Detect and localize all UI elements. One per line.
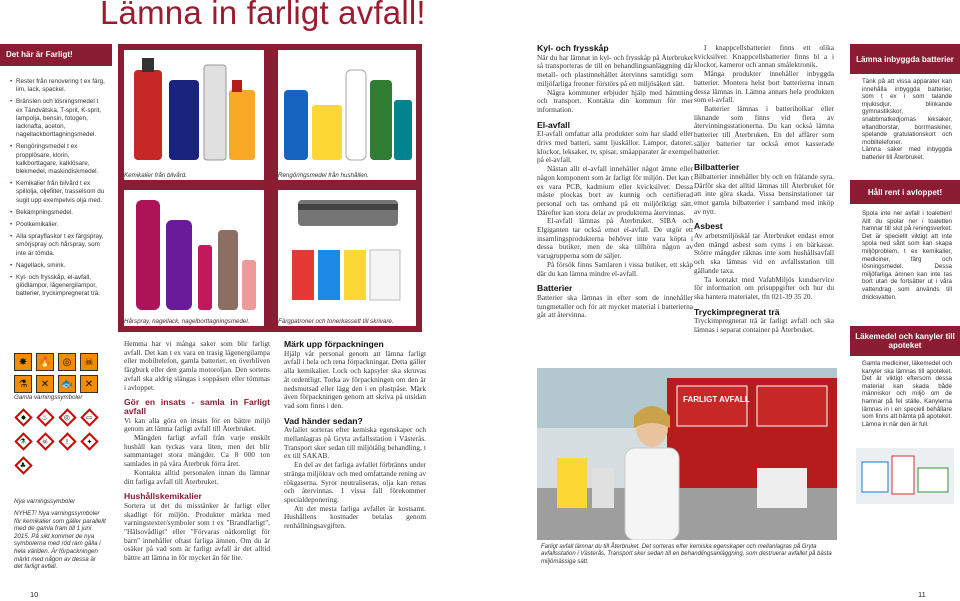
- paragraph: Bilbatterier innehåller bly och en frätande syra. Därför ska det alltid lämnas till Återbruket för att inte göra skada. Vissa bensinstationer tar emot gamla bilbatterier i samband med inköp av nytt.: [694, 171, 834, 216]
- oxidizer-icon: ◎: [58, 353, 76, 371]
- sign-text: FARLIGT AVFALL: [683, 395, 750, 404]
- section-heading: Tryckimpregnerat trä: [694, 306, 780, 317]
- photo-car-chemicals: [124, 50, 264, 180]
- paragraph: Många produkter innehåller inbyggda batterier. Montera helst bort batterierna innan dessa lämnas in. Lämna annars hela produkten som el-avfall.: [694, 69, 834, 105]
- right-text-medicine: Gamla mediciner, läkemedel och kanyler ska lämnas till apoteket. Det är viktigt eftersom dessa material kan skada både människor och miljö om de hamnar på fel ställe. Kanylerna lämnas in i en speciell behållare som finns att hämta på apoteket. Lämna in när den är full.: [862, 360, 952, 428]
- section-heading: Asbest: [694, 221, 723, 232]
- new-symbols-caption: Nya varningssymboler: [14, 498, 76, 505]
- photo-cleaning-products: [278, 50, 416, 180]
- photo-caption: Färgpatroner och tonerkassett till skrivare.: [278, 318, 394, 325]
- old-symbols-caption: Gamla varningssymboler: [14, 394, 83, 401]
- paragraph: Lämna saker med inbyggda batterier till Återbruket.: [862, 146, 952, 161]
- section-heading: Märk upp förpackningen: [284, 339, 384, 349]
- ghs-environment-icon: ♣: [14, 456, 32, 474]
- paragraph: El-avfall omfattar alla produkter som har sladd eller drivs med batteri, samt ljuskällor. Lampor, datorer, klockor, leksaker, tv, spisar, småapparater är exempel på el-avfall.: [537, 129, 693, 165]
- paragraph: Hjälp vår personal genom att lämna farligt avfall i hela och rena förpackningar. Detta gäller alla kemikalier. Lock och kapsyler ska skruvas åt ordentligt. Torka av förpackningen om den är nedsmutsad eller lägg den i en plastpåse. Märk även förpackningen genom att skriva på utsidan vad som finns i den.: [284, 348, 426, 410]
- paragraph: Tänk på att vissa apparater kan innehålla inbyggda batterier, som t ex i som talande mjukisdjur, blinkande gymnastikskor, snabbmatkedjornas leksaker, eltandborstar, borrmaskiner, spelande gratulationskort och mobiltelefoner.: [862, 78, 952, 146]
- section-heading: El-avfall: [537, 119, 570, 130]
- paragraph: Mängden farligt avfall från varje enskilt hushåll kan tyckas vara liten, men det blir sammantaget stora mängder. Ca 8 000 ton samlades in på våra Återbruk förra året.: [124, 433, 270, 469]
- right-heading-batteries: Lämna inbyggda batterier: [850, 44, 960, 74]
- list-item: • Rengöringsmedel t ex propplösare, klorin, kalkborttagare, kalklösare, blekmedel, maskindiskmedel.: [10, 143, 106, 176]
- section-heading: Vad händer sedan?: [284, 415, 363, 426]
- ghs-flame-icon: ♨: [36, 408, 54, 426]
- ghs-gas-icon: ▭: [80, 408, 98, 426]
- new-symbols-grid: [14, 408, 98, 474]
- photo-caption: Hårspray, nagellack, nagelborttagningsmedel.: [124, 318, 250, 325]
- flame-icon: 🔥: [36, 353, 54, 371]
- harmful-icon: ✕: [36, 375, 54, 393]
- photo-toner: [278, 190, 416, 326]
- paragraph: Avfallet sorteras efter kemiska egenskaper och mellanlagras på Gryta avfallsstation i Västerås. Transport sker sedan till miljötålig behandling, t ex till SAKAB.: [284, 425, 426, 461]
- irritant-icon: ✕: [80, 375, 98, 393]
- paragraph: Batterier ska lämnas in efter som de innehåller tungmetaller och för att mycket material i batterierna går att återvinna.: [537, 292, 693, 320]
- paragraph: Nästan allt el-avfall innehåller något ämne eller någon komponent som är farligt för miljön. Det kan t ex vara PCB, kadmium eller kvicksilver. Dessa måste plockas bort av kunnig och certifierad personal och tas omhand på ett miljöriktigt sätt. Därefter kan stora delar av produkterna återvinnas.: [537, 164, 693, 217]
- explosive-icon: ✸: [14, 353, 32, 371]
- paragraph: Att det mesta farliga avfallet är kostsamt. Hushållens kostnader betalas genom renhållningsavgiften.: [284, 503, 426, 531]
- page-number-right: 11: [918, 590, 926, 599]
- list-item: • Kyl- och frysskåp, el-avfall, glödlampor, lågenergilampor, batterier, tryckimpregnerat trä.: [10, 274, 106, 299]
- list-item: • Poolkemikalier.: [10, 221, 106, 229]
- skull-icon: ☠: [80, 353, 98, 371]
- ghs-oxidizer-icon: ◎: [58, 408, 76, 426]
- paragraph: På försök finns Samlaren i vissa butiker, ett skåp där du kan lämna mindre el-avfall.: [537, 259, 693, 278]
- photo-grid: [118, 44, 422, 332]
- section-heading: Kyl- och frysskåp: [537, 43, 609, 53]
- section-heading: Bilbatterier: [694, 162, 740, 173]
- list-item: • Bekämpningsmedel.: [10, 209, 106, 217]
- right-heading-drain: Håll rent i avloppet!: [850, 180, 960, 204]
- paragraph: Av arbetsmiljöskäl tar Återbruket endast emot den mängd asbest som ryms i en bärkasse. Större mängder räknas inte som hushållsavfall och ska lämnas vid en avfallsstation till gällande taxa.: [694, 231, 834, 275]
- paragraph: El-avfall lämnas på Återbruket. SIBA och Elgiganten tar också emot el-avfall. De utgör ett insamlingsprodukterna behöver inte vara köpta i dessa butiker, men de ska tillhöra någon av varugrupperna som de säljer.: [537, 216, 693, 261]
- left-sidebar-heading: Det här är Farligt!: [0, 44, 112, 66]
- right-text-drain: Spola inte ner avfall i toaletten! Allt du spolar ner i toaletten hamnar till slut på reningsverket. Det är speciellt viktigt att inte spola ned sånt som kan skapa miljöproblem, t ex kemikalier, mediciner, färg och lösningsmedel. Dessa miljöfarliga ämnen kan inte tas bort utan de fortsätter ut i våra vattendrag som används till dricksvatten.: [862, 210, 952, 301]
- photo-hairspray: [124, 190, 264, 326]
- ghs-corrosive-icon: ⚗: [14, 432, 32, 450]
- hazard-list: [10, 78, 106, 303]
- environment-icon: 🐟: [58, 375, 76, 393]
- text-column-1: [124, 340, 270, 563]
- ghs-toxic-icon: ☠: [36, 432, 54, 450]
- section-heading: Gör en insats - samla in Farligt avfall: [124, 397, 270, 416]
- paragraph: Batterier lämnas i batteriholkar eller liknande som finns vid flera av återvinningsstationerna. Du kan också lämna batterier till Återbruken. En del affärer som säljer batterier tar också emot kasserade batterier.: [694, 103, 834, 157]
- photo-recycling-station: [537, 368, 837, 576]
- section-heading: Hushållskemikalier: [124, 491, 202, 502]
- text-column-3: [537, 44, 693, 320]
- photo-caption: Kemikalier från bilvård.: [124, 172, 187, 179]
- photo-medicine: [856, 448, 954, 504]
- text-column-4: [694, 44, 834, 335]
- list-item: • Nagellack, smink.: [10, 262, 106, 270]
- list-item: • Kemikalier från bilvård t ex spillolja, oljefilter, trasselsom du sugit upp exempelvis olja med.: [10, 180, 106, 205]
- corrosive-icon: ⚗: [14, 375, 32, 393]
- paragraph: Ta kontakt med VafabMiljös kundservice för information om prisuppgifter och hur du ska hantera materialet, tfn 021-39 35 20.: [694, 274, 834, 301]
- paragraph: Sortera ut det du misstänker är farligt eller skadligt för miljön. Produkter märkta med varningstexter/symboler som t ex "Brandfarligt", "Hälsovådligt" eller "Förvaras oåtkomligt för barn" innehåller oftast farliga ämnen. Om du är osäker på vad som är farligt avfall är det alltid bättre att lämna in för mycket än för lite.: [124, 500, 270, 563]
- section-heading: Batterier: [537, 283, 573, 294]
- paragraph: När du har lämnat in kyl- och frysskåp på Återbruket så transporteras de till en behandlingsanläggning där metall- och plastinnehållet återvinns samtidigt som miljöfarliga freoner förstörs på ett miljösäkert sätt.: [537, 52, 693, 88]
- page-number-left: 10: [30, 590, 39, 599]
- paragraph: I knappcellsbatterier finns ett olika kvicksilver. Knappcellsbatterier finns bl a i klockor, kameror och annan smålektronik.: [694, 43, 834, 70]
- paragraph: Kontakta alltid personalen innan du lämnar ditt farliga avfall till Återbruket.: [124, 467, 270, 486]
- ghs-health-icon: ✦: [80, 432, 98, 450]
- ghs-exclamation-icon: !: [58, 432, 76, 450]
- symbols-note: NYHET! Nya varningssymboler för kemikalier som gäller parallellt med de gamla fram till 1 juni 2015. På sikt kommer de nya symbolerna med röd ram gälla i hela världen. Är förpackningen märkt med någon av dessa är det farligt avfall.: [14, 510, 106, 571]
- photo-caption: Farligt avfall lämnar du till Återbruket. Det sorteras efter kemiska egenskaper och mellanlagras på Gryta avfallsstation i Västerås. Transport sker sedan till en behandlingsanläggning, som destruerar avfallet på bästa miljömässiga sätt.: [541, 544, 832, 565]
- right-heading-medicine: Läkemedel och kanyler till apoteket: [850, 326, 960, 356]
- intro-paragraph: Hemma har vi många saker som blir farligt avfall. Det kan t ex vara en trasig lågenergilampa eller mobiltelefon, gamla batterier, en överbliven färgburk eller den gamla motoroljan. Den sortens avfall ska aldrig slängas i soppåsen eller tömmas i avloppet.: [124, 339, 270, 392]
- paragraph: Tryckimpregnerat trä är farligt avfall och ska lämnas i separat container på Återbruket.: [694, 316, 834, 335]
- ghs-explosive-icon: ✸: [14, 408, 32, 426]
- text-column-2: [284, 340, 426, 531]
- right-text-batteries: [862, 78, 952, 162]
- paragraph: En del av det farliga avfallet förbränns under stränga miljökrav och med omfattande rening av rökgaserna. Syror neutraliseras, olja kan renas och återvinnas. I vissa fall förekommer specialdeponering.: [284, 460, 426, 504]
- list-item: • Bränslen och lösningsmedel t ex Tändvätska, T-sprit, K-sprit, lampolja, bensin, fotogen, lacknafta, aceton, nagellackborttagningsmedel.: [10, 98, 106, 139]
- list-item: • Alla sprayflaskor t ex färgspray, smörjspray och hårspray, som inte är tömda.: [10, 233, 106, 258]
- paragraph: Några kommuner erbjuder hjälp med hämtning och transport. Kontakta din kommun för mer information.: [537, 87, 693, 114]
- paragraph: Vi kan alla göra en insats för en bättre miljö genom att lämna farligt avfall till Återbruket.: [124, 415, 270, 434]
- list-item: • Rester från renovering t ex färg, lim, lack, spackel.: [10, 78, 106, 94]
- page-title: Lämna in farligt avfall!: [100, 0, 426, 31]
- photo-caption: Rengöringsmedel från hushållen.: [278, 172, 369, 179]
- old-symbols-grid: [14, 353, 98, 393]
